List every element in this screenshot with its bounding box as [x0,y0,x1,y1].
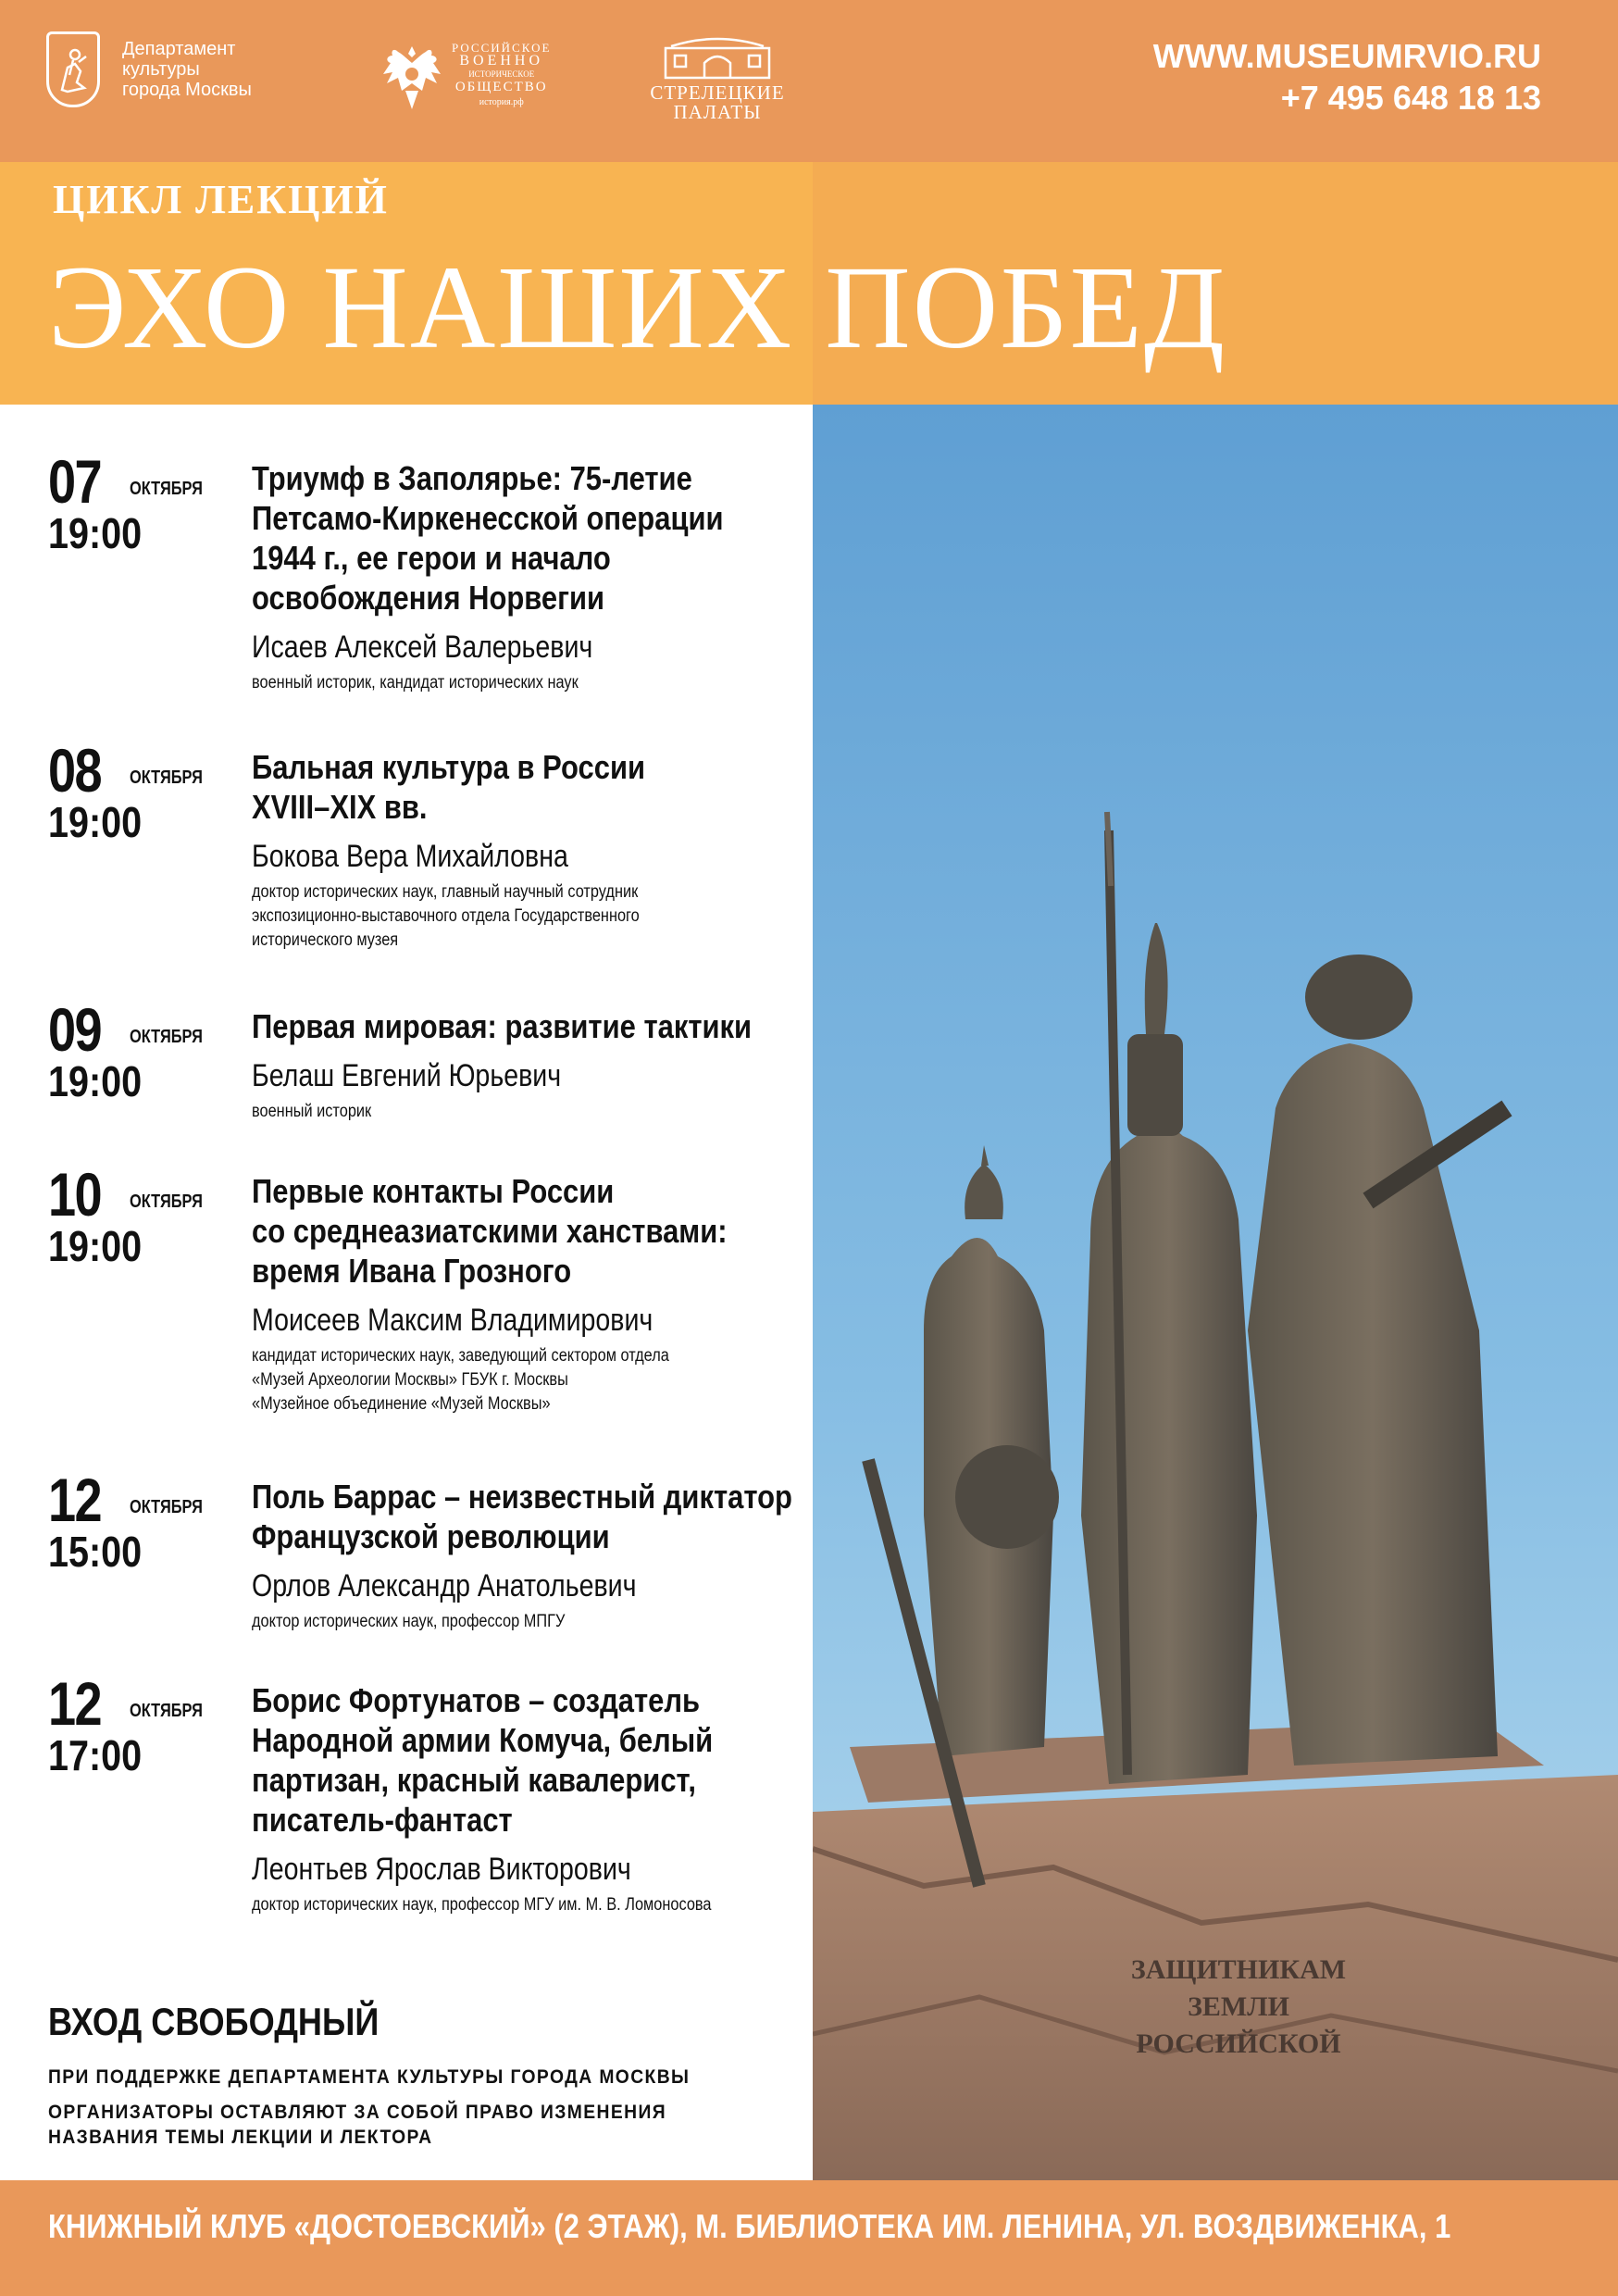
speaker-description-line: военный историк [252,1102,372,1121]
streltsy-line-2: ПАЛАТЫ [673,101,762,123]
lecture-time: 19:00 [48,1222,143,1270]
lecture-day: 10 [48,1160,101,1229]
lecture-title-line: писатель-фантаст [252,1801,513,1839]
free-entry-label: ВХОД СВОБОДНЫЙ [48,2000,380,2043]
lecture-title-line: Народной армии Комуча, белый [252,1721,714,1759]
lecture-speaker: Орлов Александр Анатольевич [252,1568,637,1603]
moscow-culture-logo[interactable] [46,31,252,107]
rights-note-line-2: НАЗВАНИЯ ТЕМЫ ЛЕКЦИИ И ЛЕКТОРА [48,2127,433,2148]
lecture-day: 07 [48,447,101,516]
lecture-month: ОКТЯБРЯ [130,1497,203,1517]
lecture-speaker: Белаш Евгений Юрьевич [252,1058,562,1093]
lecture-day: 12 [48,1669,101,1738]
streltsy-building-icon [658,35,777,81]
rvio-name [452,42,551,109]
inscription-line-3: РОССИЙСКОЙ [1136,2028,1341,2059]
lecture-time: 19:00 [48,798,143,846]
speaker-description-line: кандидат исторических наук, заведующий сектором отдела [252,1346,669,1366]
lecture-month: ОКТЯБРЯ [130,767,203,788]
lecture-title [252,747,809,827]
lecture-title [252,458,809,618]
lecture-speaker: Моисеев Максим Владимирович [252,1303,653,1338]
rights-note [48,2100,780,2125]
series-label: ЦИКЛ ЛЕКЦИЙ [53,177,389,222]
monument-photo [813,405,1618,2180]
speaker-description [252,880,809,953]
lecture-title-line: освобождения Норвегии [252,579,605,617]
speaker-description [252,1893,809,1917]
lecture-title-line: Борис Фортунатов – создатель [252,1681,701,1719]
organizer-notes [48,2065,780,2160]
lecture-day: 12 [48,1466,101,1534]
lecture-speaker: Бокова Вера Михайловна [252,839,568,874]
streltsy-name [648,83,787,122]
rvio-line-1: РОССИЙСКОЕ [452,40,552,55]
inscription-line-2: ЗЕМЛИ [1188,1991,1289,2022]
department-line-3: города Москвы [122,80,252,100]
speaker-description-line: доктор исторических наук, главный научный сотрудник [252,882,639,902]
lecture-title-line: Бальная культура в России [252,748,646,786]
contacts [1153,35,1541,119]
inscription-line-1: ЗАЩИТНИКАМ [1130,1954,1347,1985]
lecture-title-line: Поль Баррас – неизвестный диктатор [252,1478,792,1516]
phone-number[interactable]: +7 495 648 18 13 [1280,79,1541,117]
lecture-body [252,1006,807,1124]
speaker-description [252,671,809,695]
speaker-description-line: «Музейное объединение «Музей Москвы» [252,1394,551,1414]
rvio-site: история.рф [479,96,524,107]
lecture-time: 15:00 [48,1528,143,1576]
lecture-day: 08 [48,736,101,805]
lecture-title-line: Первая мировая: развитие тактики [252,1007,753,1045]
department-line-1: Департамент [122,39,236,59]
moscow-coat-of-arms-icon [46,31,100,107]
speaker-description-line: экспозиционно-выставочного отдела Государственного [252,906,640,926]
lecture-body [252,1477,807,1634]
speaker-description-line: военный историк, кандидат исторических наук [252,673,579,693]
lecture-time: 19:00 [48,1057,143,1105]
lecture-title [252,1680,809,1840]
department-line-2: культуры [122,59,200,80]
lecture-body [252,1171,807,1416]
speaker-description-line: доктор исторических наук, профессор МГУ им. М. В. Ломоносова [252,1895,712,1915]
streltsy-chambers-logo[interactable] [648,35,787,122]
lecture-title-line: со среднеазиатскими ханствами: [252,1212,728,1250]
lecture-month: ОКТЯБРЯ [130,1027,203,1047]
speaker-description-line: «Музей Археологии Москвы» ГБУК г. Москвы [252,1370,568,1390]
lecture-title-line: Первые контакты России [252,1172,615,1210]
poster-title: ЭХО НАШИХ ПОБЕД [48,242,1227,373]
support-note: ПРИ ПОДДЕРЖКЕ ДЕПАРТАМЕНТА КУЛЬТУРЫ ГОРОДА МОСКВЫ [48,2066,691,2088]
lecture-day: 09 [48,995,101,1064]
speaker-description-line: исторического музея [252,930,399,950]
speaker-description [252,1610,809,1634]
lecture-month: ОКТЯБРЯ [130,1701,203,1721]
speaker-description [252,1344,809,1416]
lecture-month: ОКТЯБРЯ [130,479,203,499]
rvio-line-4: ОБЩЕСТВО [454,79,548,94]
department-name [122,39,252,100]
lecture-title-line: 1944 г., ее герои и начало [252,539,611,577]
lecture-body [252,1680,807,1917]
double-headed-eagle-icon [378,37,446,113]
lecture-speaker: Исаев Алексей Валерьевич [252,630,593,665]
lecture-title-line: партизан, красный кавалерист, [252,1761,696,1799]
lecture-title-line: Триумф в Заполярье: 75-летие [252,459,692,497]
lecture-time: 19:00 [48,509,143,557]
lecture-title-line: время Ивана Грозного [252,1252,572,1290]
lecture-time: 17:00 [48,1731,143,1779]
streltsy-line-1: СТРЕЛЕЦКИЕ [650,81,785,104]
lecture-title-line: Петсамо-Киркенесской операции [252,499,724,537]
venue-address: КНИЖНЫЙ КЛУБ «ДОСТОЕВСКИЙ» (2 ЭТАЖ), М. БИБЛИОТЕКА ИМ. ЛЕНИНА, УЛ. ВОЗДВИЖЕНКА, 1 [48,2207,1451,2245]
speaker-description [252,1100,809,1124]
lecture-title [252,1006,809,1046]
rvio-logo[interactable] [378,37,551,113]
speaker-description-line: доктор исторических наук, профессор МПГУ [252,1612,566,1631]
lecture-title-line: XVIII–XIX вв. [252,788,428,826]
lecture-body [252,458,807,695]
lecture-body [252,747,807,953]
lecture-title [252,1171,809,1291]
lecture-month: ОКТЯБРЯ [130,1192,203,1212]
rights-note-line-1: ОРГАНИЗАТОРЫ ОСТАВЛЯЮТ ЗА СОБОЙ ПРАВО ИЗМЕНЕНИЯ [48,2102,666,2123]
website-link[interactable]: WWW.MUSEUMRVIO.RU [1152,37,1541,75]
lecture-title-line: Французской революции [252,1517,610,1555]
rvio-line-2: ВОЕННО [459,52,544,69]
rvio-line-3: ИСТОРИЧЕСКОЕ [468,69,535,79]
lecture-title [252,1477,809,1556]
lecture-speaker: Леонтьев Ярослав Викторович [252,1852,631,1887]
